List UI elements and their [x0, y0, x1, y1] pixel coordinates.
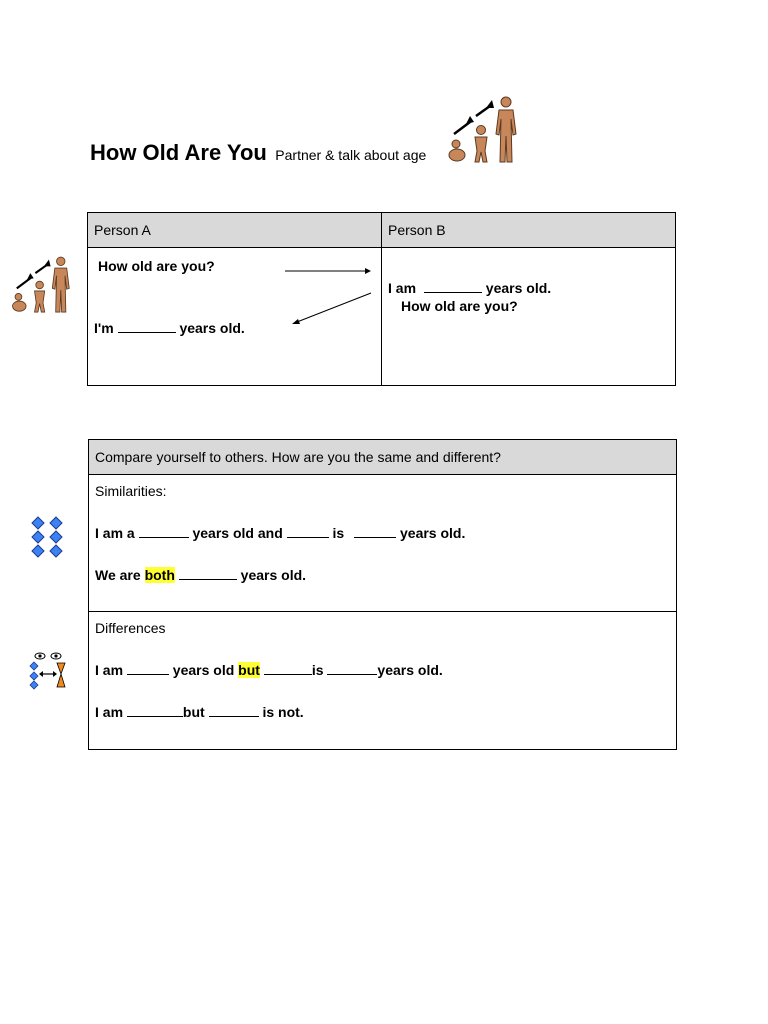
differences-line-2 [95, 702, 304, 720]
age-blank[interactable] [327, 660, 377, 675]
differences-section [89, 612, 677, 750]
age-blank[interactable] [118, 318, 176, 333]
exchange-arrows [283, 264, 373, 326]
person-b-header: Person B [382, 213, 676, 248]
text: years old. [377, 662, 443, 678]
person-b-answer-start: I am [388, 280, 417, 296]
person-a-header: Person A [88, 213, 382, 248]
person-b-answer [388, 278, 551, 296]
growing-age-icon [446, 94, 524, 166]
similarities-line-2 [95, 565, 306, 583]
person-b-answer-end: years old. [485, 280, 552, 296]
highlighted-word: but [238, 662, 260, 678]
text: but [182, 704, 205, 720]
highlighted-word: both [144, 567, 175, 583]
differences-line-1 [95, 660, 443, 678]
age-blank[interactable] [139, 523, 189, 538]
different-compare-icon [28, 652, 68, 690]
person-a-cell [88, 248, 382, 386]
similarities-line-1 [95, 523, 465, 541]
text: years old. [400, 525, 466, 541]
person-b-cell [382, 248, 676, 386]
compare-header: Compare yourself to others. How are you the same and different? [89, 440, 677, 475]
age-blank[interactable] [424, 278, 482, 293]
page-title-row [90, 140, 426, 166]
person-a-answer-end: years old. [179, 320, 245, 336]
similarities-section [89, 475, 677, 612]
page-title: How Old Are You [90, 140, 267, 165]
text: is [332, 525, 345, 541]
similarities-label: Similarities: [95, 483, 167, 499]
trait-blank[interactable] [127, 702, 183, 717]
text: I am a [95, 525, 135, 541]
text: I am [95, 662, 124, 678]
text: is not. [262, 704, 304, 720]
person-a-answer-start: I'm [94, 320, 114, 336]
person-a-answer [94, 318, 245, 336]
same-diamonds-icon [30, 516, 64, 560]
name-blank[interactable] [264, 660, 312, 675]
page-subtitle: Partner & talk about age [275, 147, 427, 163]
name-blank[interactable] [209, 702, 259, 717]
text: years old and [192, 525, 283, 541]
person-a-question: How old are you? [98, 258, 215, 274]
text: We are [95, 567, 141, 583]
name-blank[interactable] [287, 523, 329, 538]
dialogue-table [87, 212, 676, 386]
text: I am [95, 704, 124, 720]
age-blank[interactable] [179, 565, 237, 580]
age-blank[interactable] [354, 523, 396, 538]
growing-age-side-icon [10, 254, 76, 316]
text: years old. [240, 567, 307, 583]
compare-table [88, 439, 677, 750]
differences-label: Differences [95, 620, 166, 636]
age-blank[interactable] [127, 660, 169, 675]
person-b-question: How old are you? [401, 298, 518, 314]
text: years old [172, 662, 235, 678]
text: is [311, 662, 324, 678]
